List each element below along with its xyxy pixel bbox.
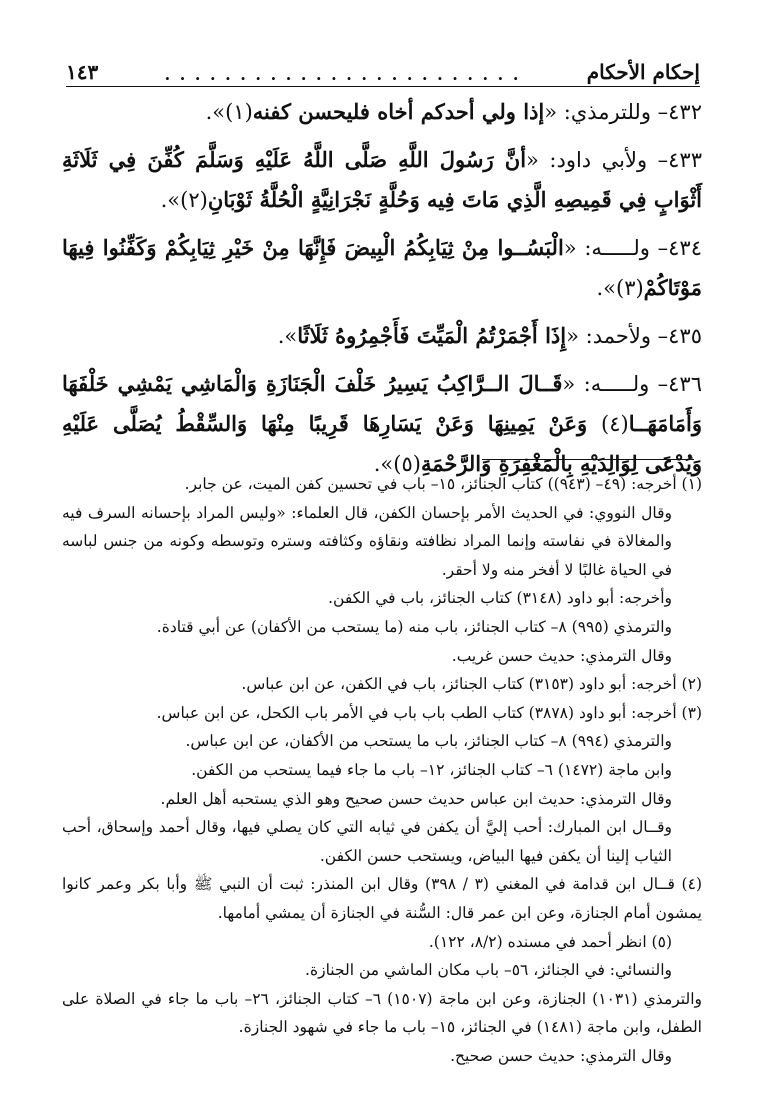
footnote-ref: (٤) xyxy=(601,412,629,436)
hadith-intro: – ولـــــه: « xyxy=(563,236,669,260)
hadith-close: ». xyxy=(160,188,181,212)
footnote-line: والترمذي (٩٩٤) ٨– كتاب الجنائز، باب ما يستحب من الأكفان، عن ابن عباس. xyxy=(185,732,672,751)
footnote-line: وقــال ابن المبارك: أحب إليَّ أن يكفن في ثيابه التي كان يصلي فيها، وقال أحمد وإسحاق، أحب الثياب إلينا أن يكفن فيها البياض، ويستحب حسن الكفن. xyxy=(62,818,672,865)
header-leader-dots: . . . . . . . . . . . . . . . . . . . . . . . . xyxy=(164,65,521,84)
hadith-matn: إذا ولي أحدكم أخاه فليحسن كفنه xyxy=(252,99,545,124)
hadith-number: ٤٣٤ xyxy=(668,236,702,260)
hadith-436 xyxy=(62,364,702,484)
hadith-number: ٤٣٥ xyxy=(668,324,702,348)
footnote-line: وابن ماجة (١٤٧٢) ٦– كتاب الجنائز، ١٢– باب ما جاء فيما يستحب من الكفن. xyxy=(191,760,672,779)
footnote-line: وقال الترمذي: حديث ابن عباس حديث حسن صحيح وهو الذي يستحبه أهل العلم. xyxy=(160,789,672,808)
hadith-matn: أنَّ رَسُولَ اللَّهِ صَلَّى اللَّهُ عَلَيْهِ وَسَلَّمَ كُفِّنَ فِي ثَلَاثَةِ أَثْوَابٍ فِي قَمِيصِهِ الَّذِي مَاتَ فِيه وَحُلَّةٍ نَجْرَانِيَّةٍ الْحُلَّةُ ثَوْبَانِ xyxy=(62,147,702,212)
footnote-ref: (١) xyxy=(225,100,253,124)
footnote-line: وقال الترمذي: حديث حسن صحيح. xyxy=(450,1046,672,1065)
hadith-intro: – وللترمذي: « xyxy=(544,100,669,124)
footnote-ref: (٢) xyxy=(180,188,208,212)
footnote-line: وقال الترمذي: حديث حسن غريب. xyxy=(451,646,672,665)
hadith-intro: – ولأبي داود: « xyxy=(526,148,669,172)
hadith-number: ٤٣٢ xyxy=(668,100,702,124)
hadith-close: ». xyxy=(373,452,394,476)
footnote-line: (٢) أخرجه: أبو داود (٣١٥٣) كتاب الجنائز، باب في الكفن، عن ابن عباس. xyxy=(241,675,702,694)
hadith-432 xyxy=(62,92,702,132)
footnote-line: وأخرجه: أبو داود (٣١٤٨) كتاب الجنائز، باب في الكفن. xyxy=(328,589,672,608)
hadith-close: ». xyxy=(205,100,226,124)
hadith-434 xyxy=(62,228,702,308)
hadith-matn-continued: وَعَنْ يَمِينِهَا وَعَنْ يَسَارِهَا قَرِيبًا مِنْهَا وَالسِّقْطُ يُصَلَّى عَلَيْهِ وَيُدْعَى لِوَالِدَيْهِ بِالْمَغْفِرَةِ وَالرَّحْمَةِ xyxy=(62,411,702,476)
hadith-number: ٤٣٣ xyxy=(668,148,702,172)
footnote-line: (١) أخرجه: (٤٩– (٩٤٣)) كتاب الجنائز، ١٥– باب في تحسين كفن الميت، عن جابر. xyxy=(184,475,702,493)
hadith-433 xyxy=(62,140,702,220)
running-header xyxy=(66,56,700,87)
footnote-line: (٣) أخرجه: أبو داود (٣٨٧٨) كتاب الطب باب باب في الأمر باب الكحل، عن ابن عباس. xyxy=(156,703,702,722)
hadith-number: ٤٣٦ xyxy=(668,372,702,396)
hadith-435 xyxy=(62,316,702,356)
hadith-matn: إِذَا أَجْمَرْتُمُ الْمَيِّتَ فَأَجْمِرُوهُ ثَلَاثًا xyxy=(297,323,567,348)
footnote-line: (٤) قــال ابن قدامة في المغني (٣ / ٣٩٨) وقال ابن المنذر: ثبت أن النبي ﷺ وأبا بكر وعمر كانوا يمشون أمام الجنازة، وعن ابن عمر قال: السُّنة في الجنازة أن يمشي أمامها. xyxy=(62,875,702,922)
hadith-intro: – ولـــــه: « xyxy=(562,372,669,396)
footnote-line: (٥) انظر أحمد في مسنده (٨/٢، ١٢٢). xyxy=(428,932,672,951)
page-number: ١٤٣ xyxy=(66,60,99,84)
footnote-ref: (٥) xyxy=(393,452,421,476)
hadith-close: ». xyxy=(277,324,298,348)
hadith-close: ». xyxy=(596,276,616,300)
hadith-text-block xyxy=(62,92,702,492)
footnote-separator xyxy=(482,459,694,460)
footnote-line: والنسائي: في الجنائز، ٥٦– باب مكان الماشي من الجنازة. xyxy=(305,961,672,980)
header-title: إحكام الأحكام xyxy=(586,60,700,84)
footnotes-block xyxy=(62,470,702,1070)
footnote-line: وقال النووي: في الحديث الأمر بإحسان الكفن، قال العلماء: «وليس المراد بإحسانه السرف فيه والمغالاة في نفاسته وإنما المراد نظافته ونقاؤه وكثافته وستره وتوسطه وكونه من جنس لباسه في الحياة غالبًا لا أفخر منه ولا أحقر. xyxy=(62,503,672,579)
hadith-matn: قَــالَ الــرَّاكِبُ يَسِيرُ خَلْفَ الْجَنَازَةِ وَالْمَاشِي يَمْشِي خَلْفَهَا وَأَمَامَهَــا xyxy=(62,371,702,436)
footnote-line: والترمذي (١٠٣١) الجنازة، وعن ابن ماجة (١٥٠٧) ٦– كتاب الجنائز، ٢٦– باب ما جاء في الصلاة على الطفل، وابن ماجة (١٤٨١) في الجنائز، ١٥– باب ما جاء في شهود الجنازة. xyxy=(62,989,702,1037)
footnote-ref: (٣) xyxy=(615,276,644,300)
hadith-intro: – ولأحمد: « xyxy=(566,324,669,348)
footnote-line: والترمذي (٩٩٥) ٨– كتاب الجنائز، باب منه (ما يستحب من الأكفان) عن أبي قتادة. xyxy=(156,617,672,636)
hadith-matn: الْبَسُــوا مِنْ ثِيَابِكُمُ الْبِيضَ فَإِنَّهَا مِنْ خَيْرِ ثِيَابِكُمْ وَكَفِّنُوا فِيهَا مَوْتَاكُمْ xyxy=(62,235,702,300)
